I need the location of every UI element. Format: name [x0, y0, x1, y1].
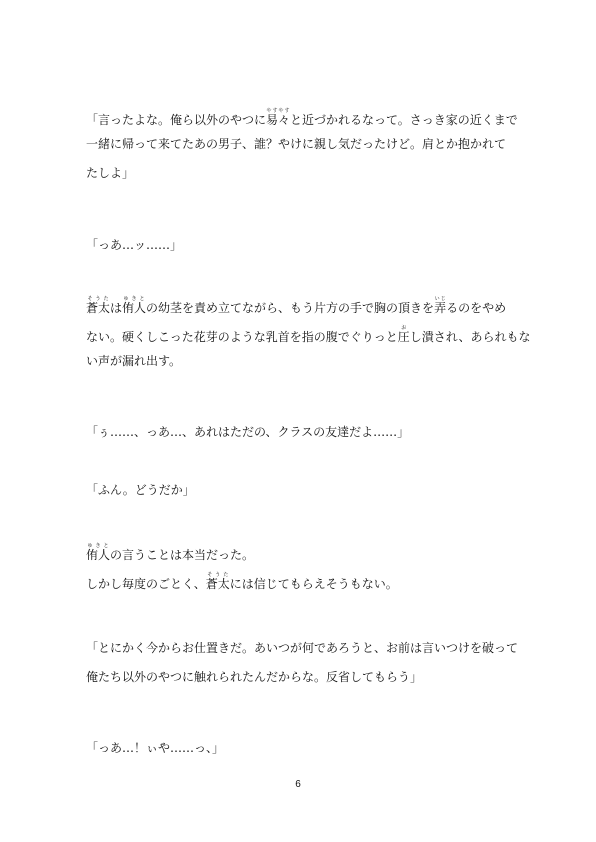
- ruby-word: [86, 543, 111, 562]
- ruby-base: 侑人: [86, 548, 111, 562]
- ruby-base: 易々: [266, 113, 291, 127]
- ruby-word: [434, 296, 447, 315]
- text-line: [86, 354, 181, 368]
- text-line: [86, 425, 409, 439]
- ruby-reading: いじ: [434, 296, 447, 302]
- text-segment: 「言ったよな。俺ら以外のやつに: [86, 113, 267, 127]
- text-line: [86, 108, 518, 127]
- ruby-word: [397, 325, 410, 344]
- text-line: [86, 238, 182, 252]
- text-segment: い声が漏れ出す。: [86, 354, 182, 368]
- text-segment: 「っあ…！ぃや……っ、」: [86, 741, 225, 755]
- text-segment: しかし毎度のごとく、: [86, 577, 206, 591]
- ruby-reading: ゆきと: [122, 296, 147, 302]
- text-segment: 「ぅ……、っあ…、あれはただの、クラスの友達だよ……」: [86, 425, 410, 439]
- text-segment: 「っあ…ッ……」: [86, 238, 183, 252]
- ruby-reading: お: [397, 325, 410, 331]
- text-line: [86, 641, 518, 655]
- ruby-base: 蒼太: [205, 577, 230, 591]
- page-number: 6: [295, 779, 301, 790]
- ruby-word: [205, 572, 230, 591]
- ruby-base: 侑人: [122, 301, 147, 315]
- text-segment: 俺たち以外のやつに触れられたんだからな。反省してもらう」: [86, 670, 423, 684]
- ruby-reading: ゆきと: [86, 543, 111, 549]
- text-line: [86, 670, 422, 684]
- text-line: [86, 543, 254, 562]
- text-line: [86, 741, 224, 755]
- ruby-word: [122, 296, 147, 315]
- text-line: [86, 166, 134, 180]
- ruby-base: 蒼太: [86, 301, 111, 315]
- text-segment: ない。硬くしこった花芽のような乳首を指の腹でぐりっと: [86, 330, 398, 344]
- text-line: [86, 325, 531, 344]
- text-segment: 「とにかく今からお仕置きだ。あいつが何であろうと、お前は言いつけを破って: [86, 641, 519, 655]
- text-segment: と近づかれるなって。さっき家の近くまで: [290, 113, 518, 127]
- text-segment: は: [110, 301, 123, 315]
- text-line: [86, 137, 506, 151]
- text-segment: たしよ」: [86, 166, 135, 180]
- ruby-base: 弄: [434, 301, 447, 315]
- text-line: [86, 296, 506, 315]
- ruby-word: [86, 296, 111, 315]
- text-line: [86, 483, 195, 497]
- text-segment: 一緒に帰って来てたあの男子、誰？やけに親し気だったけど。肩とか抱かれて: [86, 137, 507, 151]
- text-segment: の幼茎を責め立てながら、もう片方の手で胸の頂きを: [146, 301, 435, 315]
- ruby-reading: そうた: [205, 572, 230, 578]
- text-segment: 「ふん。どうだか」: [86, 483, 195, 497]
- text-segment: し潰され、あられもな: [409, 330, 531, 344]
- ruby-reading: そうた: [86, 296, 111, 302]
- text-segment: には信じてもらえそうもない。: [229, 577, 398, 591]
- ruby-base: 圧: [397, 330, 410, 344]
- ruby-reading: やすやす: [266, 108, 291, 114]
- text-segment: の言うことは本当だった。: [110, 548, 255, 562]
- ruby-word: [266, 108, 291, 127]
- text-segment: るのをやめ: [446, 301, 507, 315]
- text-line: [86, 572, 398, 591]
